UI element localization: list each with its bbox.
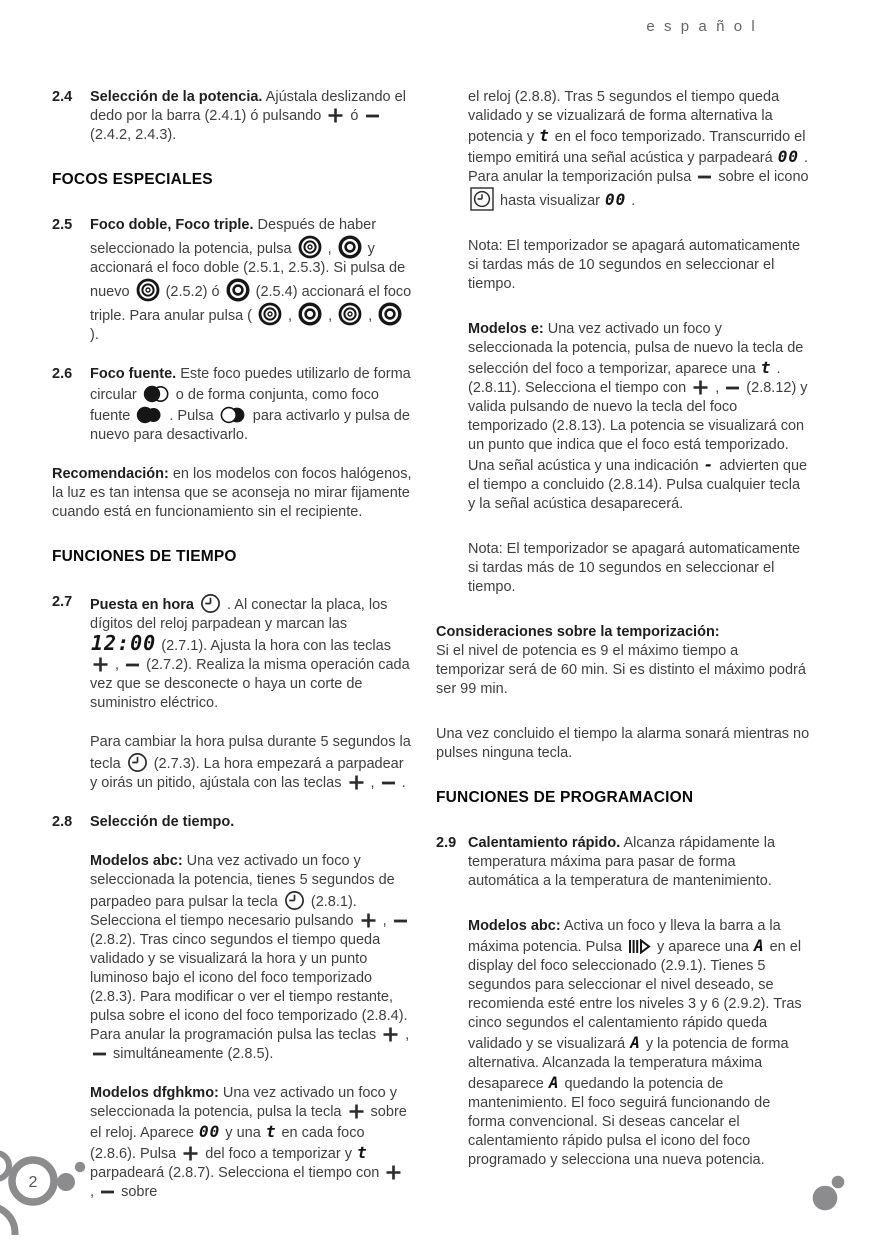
- modelos-dfghkmo-paragraph: Modelos dfghkmo: Una vez activado un foco y seleccionada la potencia, pulsa la tecla sobre el reloj. Aparece 00 y una t en cada foco (2.8.6). Pulsa del foco a temporizar y t parpadeará (2.8.7). Selecciona el tiempo con , sobre: [90, 1085, 407, 1200]
- circular-focus-icon: [143, 384, 170, 404]
- consideraciones-title: Consideraciones sobre la temporización:: [436, 624, 720, 640]
- seven-segment-display-text: t: [760, 358, 772, 377]
- plus-key-icon: [327, 107, 344, 124]
- bold-run: Puesta en hora: [90, 597, 194, 613]
- plus-key-icon: [182, 1145, 199, 1162]
- double-ring-focus-icon: [378, 302, 402, 326]
- heading-funciones-de-programacion: FUNCIONES DE PROGRAMACION: [436, 789, 694, 806]
- seven-segment-display-text: A: [753, 936, 765, 955]
- section-2-9-text: Calentamiento rápido. Alcanza rápidamente la temperatura máxima para pasar de forma automática a la temperatura de mantenimiento.: [468, 835, 776, 889]
- plus-key-icon: [92, 656, 109, 673]
- left-column: [52, 88, 412, 1222]
- seven-segment-display-text: A: [630, 1033, 641, 1052]
- minus-key-icon: [393, 918, 408, 924]
- seven-segment-display-text: 00: [777, 147, 799, 166]
- seven-segment-display-text: t: [539, 126, 550, 145]
- section-number: 2.5: [52, 217, 73, 233]
- minus-key-icon: [381, 780, 396, 786]
- joined-focus-icon: [136, 405, 163, 425]
- section-number: 2.6: [52, 366, 73, 382]
- section-number: 2.9: [436, 835, 457, 851]
- section-2-4: [52, 88, 412, 145]
- bold-run: Foco doble, Foco triple.: [90, 217, 254, 233]
- plus-key-icon: [348, 1103, 365, 1120]
- bold-run: Selección de la potencia.: [90, 89, 263, 105]
- minus-key-icon: [365, 113, 380, 119]
- section-2-6-text: Foco fuente. Este foco puedes utilizarlo de forma circular o de forma conjunta, como foco fuente . Pulsa para activarlo y pulsa de nuevo para desactivarlo.: [90, 366, 411, 443]
- triple-ring-focus-icon: [136, 278, 160, 302]
- right-dot-large: [813, 1186, 838, 1211]
- recomendacion-paragraph: Recomendación: en los modelos con focos halógenos, la luz es tan intensa que se aconseja no mirar fijamente cuando está en funcionamiento sin el recipiente.: [52, 466, 412, 520]
- minus-key-icon: [125, 662, 140, 668]
- modelos-abc-29-paragraph: Modelos abc: Activa un foco y lleva la barra a la máxima potencia. Pulsa y aparece una A en el display del foco seleccionado (2.9.1). Tienes 5 segundos para seleccionar el nivel deseado, se recomienda esté entre los niveles 3 y 6 (2.9.2). Tras cinco segundos el calentamiento rápido queda validado y se visualizará A y la potencia de forma alternativa. Alcanzada la temperatura máxima desaparece A quedando la potencia de mantenimiento. El foco seguirá funcionando de forma convencional. Si deseas cancelar el calentamiento rápido pulsa el icono del foco programado y selecciona una nueva potencia.: [468, 918, 802, 1168]
- section-2-9: [436, 834, 810, 1170]
- section-2-6: [52, 365, 412, 445]
- alarma-paragraph: Una vez concluido el tiempo la alarma sonará mientras no pulses ninguna tecla.: [436, 726, 810, 761]
- seven-segment-display-text: 12:00: [91, 631, 157, 655]
- double-ring-focus-icon: [298, 302, 322, 326]
- minus-key-icon: [697, 174, 712, 180]
- plus-key-icon: [348, 774, 365, 791]
- section-2-5: [52, 216, 412, 345]
- logo-dot-large: [57, 1173, 75, 1191]
- clock-icon: [127, 752, 148, 773]
- section-2-5-text: Foco doble, Foco triple. Después de haber seleccionado la potencia, pulsa , y accionará el foco doble (2.5.1, 2.5.3). Si pulsa de nuevo (2.5.2) ó (2.5.4) accionará el foco triple. Para anular pulsa ( , , , ).: [90, 217, 412, 343]
- bold-run: Modelos abc:: [468, 918, 561, 934]
- double-ring-focus-icon: [338, 235, 362, 259]
- triple-ring-focus-icon: [258, 302, 282, 326]
- section-2-7-paragraph-1: Puesta en hora . Al conectar la placa, los dígitos del reloj parpadean y marcan las 12:00 (2.7.1). Ajusta la hora con las teclas , (2.7.2). Realiza la misma operación cada vez que se desconecte o haya un corte de suministro eléctrico.: [90, 593, 412, 713]
- clock-icon: [284, 890, 305, 911]
- clock-icon: [200, 593, 221, 614]
- double-ring-focus-icon: [226, 278, 250, 302]
- section-2-7-paragraph-2: Para cambiar la hora pulsa durante 5 segundos la tecla (2.7.3). La hora empezará a parpadear y oirás un pitido, ajústala con las teclas , .: [90, 734, 411, 791]
- language-header: español: [646, 18, 764, 35]
- plus-key-icon: [692, 379, 709, 396]
- section-number: 2.4: [52, 89, 73, 105]
- section-2-8: [52, 813, 412, 832]
- bold-run: Modelos abc:: [90, 853, 183, 869]
- seven-segment-display-text: -: [703, 455, 715, 474]
- seven-segment-display-text: 00: [199, 1122, 221, 1141]
- seven-segment-display-text: t: [265, 1122, 277, 1141]
- section-number: 2.7: [52, 594, 73, 610]
- bold-run: Foco fuente.: [90, 366, 177, 382]
- section-2-8-title: [90, 813, 412, 832]
- seven-segment-display-text: t: [357, 1143, 368, 1162]
- logo-bottom-arc: [0, 1206, 15, 1235]
- fast-heat-icon: [628, 939, 651, 954]
- plus-key-icon: [382, 1026, 399, 1043]
- plus-key-icon: [360, 912, 377, 929]
- nota-paragraph-1: Nota: El temporizador se apagará automaticamente si tardas más de 10 segundos en seleccionar el tiempo.: [468, 238, 801, 292]
- two-column-layout: [52, 88, 810, 1222]
- bold-run: Calentamiento rápido.: [468, 835, 621, 851]
- seven-segment-display-text: A: [548, 1073, 560, 1092]
- logo-partial-ring: [0, 1153, 9, 1179]
- modelos-e-paragraph: Modelos e: Una vez activado un foco y seleccionada la potencia, pulsa de nuevo la tecla de selección del foco a temporizar, aparece una t . (2.8.11). Selecciona el tiempo con , (2.8.12) y valida pulsando de nuevo la tecla del foco temporizado (2.8.13). La potencia se visualizará con un punto que indica que el foco está temporizado. Una señal acústica y una indicación - advierten que el tiempo a concluido (2.8.14). Pulsa cualquier tecla y la señal acústica desaparecerá.: [468, 321, 808, 512]
- bold-run: Recomendación:: [52, 466, 169, 482]
- right-column: [436, 88, 810, 1222]
- footer-right-dots: [796, 1164, 874, 1229]
- logo-dot-small: [75, 1162, 85, 1172]
- heading-focos-especiales: FOCOS ESPECIALES: [52, 171, 213, 188]
- continuation-paragraph: el reloj (2.8.8). Tras 5 segundos el tiempo queda validado y se vizualizará de forma alternativa la potencia y t en el foco temporizado. Transcurrido el tiempo emitirá una señal acústica y parpadeará 00 . Para anular la temporización pulsa sobre el icono hasta visualizar 00 .: [468, 89, 809, 209]
- section-2-7: [52, 593, 412, 793]
- seven-segment-display-text: 00: [605, 190, 627, 209]
- modelos-abc-paragraph: Modelos abc: Una vez activado un foco y seleccionada la potencia, tienes 5 segundos de parpadeo para pulsar la tecla (2.8.1). Selecciona el tiempo necesario pulsando , (2.8.2). Tras cinco segundos el tiempo queda validado y se visualizará la hora y un punto luminoso bajo el icono del foco temporizado (2.8.3). Para modificar o ver el tiempo restante, pulsa sobre el icono del foco temporizado (2.8.4). Para anular la programación pulsa las teclas , simultáneamente (2.8.5).: [90, 853, 410, 1062]
- page-corner-logo: [0, 1135, 112, 1240]
- bold-run: Modelos e:: [468, 321, 544, 337]
- minus-key-icon: [92, 1051, 107, 1057]
- consideraciones-body: Si el nivel de potencia es 9 el máximo tiempo a temporizar será de 60 min. Si es distinto el máximo podrá ser 99 min.: [436, 643, 806, 697]
- nota-paragraph-2: Nota: El temporizador se apagará automaticamente si tardas más de 10 segundos en seleccionar el tiempo.: [468, 541, 801, 595]
- minus-key-icon: [725, 385, 740, 391]
- bold-run: Selección de tiempo.: [90, 814, 235, 830]
- bold-run: Modelos dfghkmo:: [90, 1085, 219, 1101]
- triple-ring-focus-icon: [298, 235, 322, 259]
- plus-key-icon: [385, 1164, 402, 1181]
- section-2-4-text: Selección de la potencia. Ajústala deslizando el dedo por la barra (2.4.1) ó pulsando ó (2.4.2, 2.4.3).: [90, 89, 406, 143]
- boxed-clock-icon: [470, 187, 494, 211]
- page-number: 2: [28, 1174, 38, 1191]
- section-number: 2.8: [52, 814, 73, 830]
- right-dot-small: [832, 1176, 845, 1189]
- focus-toggle-icon: [220, 405, 247, 425]
- heading-funciones-de-tiempo: FUNCIONES DE TIEMPO: [52, 548, 237, 565]
- triple-ring-focus-icon: [338, 302, 362, 326]
